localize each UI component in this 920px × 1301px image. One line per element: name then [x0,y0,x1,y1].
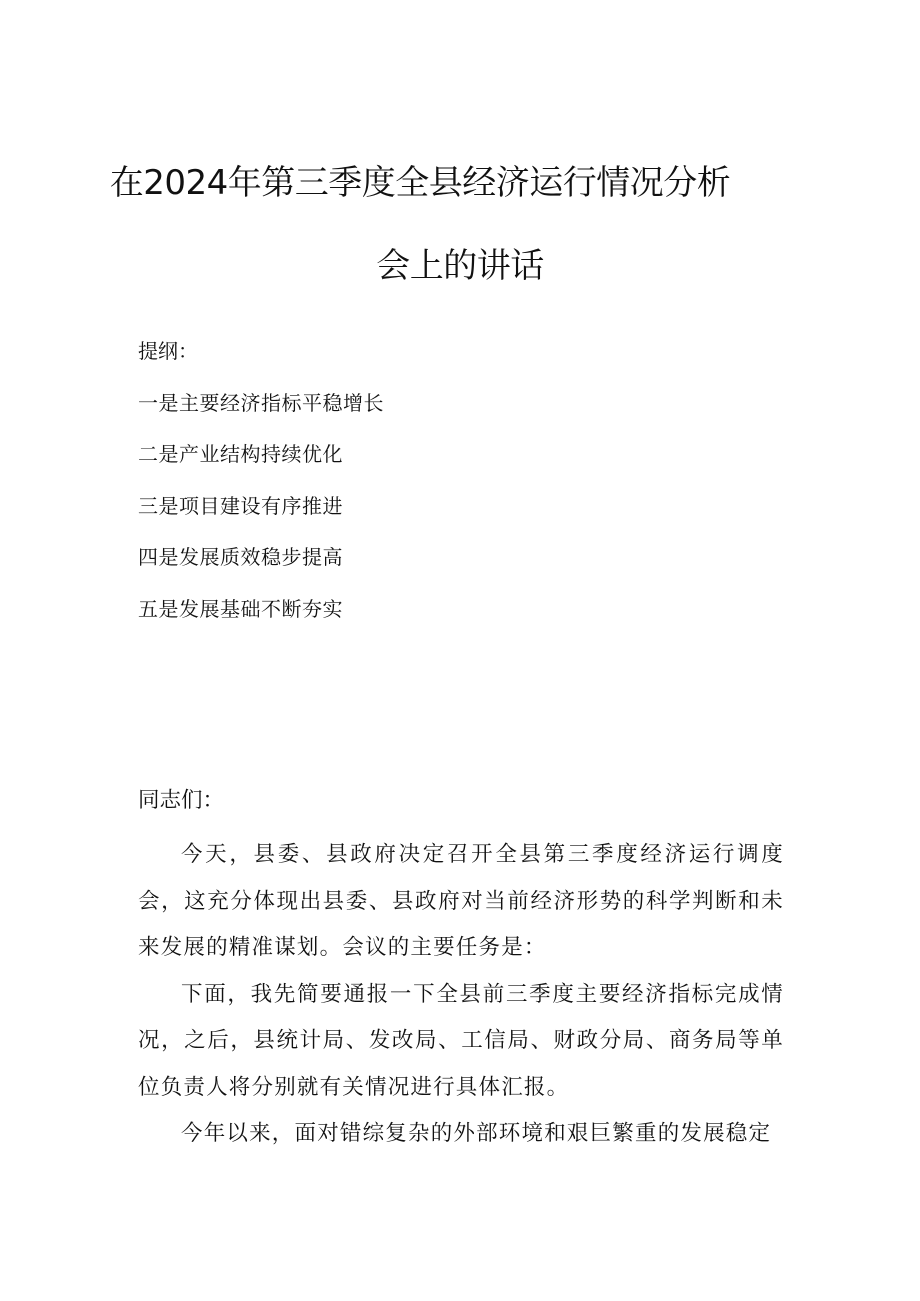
speech-body [138,786,784,1158]
document-title-line-1: 在2024年第三季度全县经济运行情况分析 [109,163,731,203]
outline-item: 一是主要经济指标平稳增长 [138,390,384,415]
outline-item: 四是发展质效稳步提高 [138,545,343,569]
paragraph: 今天，县委、县政府决定召开全县第三季度经济运行调度会，这充分体现出县委、县政府对当前经济形势的科学判断和未来发展的精准谋划。会议的主要任务是： [138,842,784,960]
outline-item: 三是项目建设有序推进 [138,493,343,518]
salutation: 同志们： [138,788,225,813]
paragraph: 今年以来，面对错综复杂的外部环境和艰巨繁重的发展稳定 [181,1121,772,1146]
outline-item: 五是发展基础不断夯实 [138,596,343,621]
outline-item: 二是产业结构持续优化 [138,442,343,466]
document-title-line-2: 会上的讲话 [376,246,544,286]
outline-section [138,338,778,622]
paragraph: 下面，我先简要通报一下全县前三季度主要经济指标完成情况，之后，县统计局、发改局、工信局、财政分局、商务局等单位负责人将分别就有关情况进行具体汇报。 [138,981,784,1100]
outline-list [138,390,778,622]
outline-heading: 提纲： [138,339,198,363]
